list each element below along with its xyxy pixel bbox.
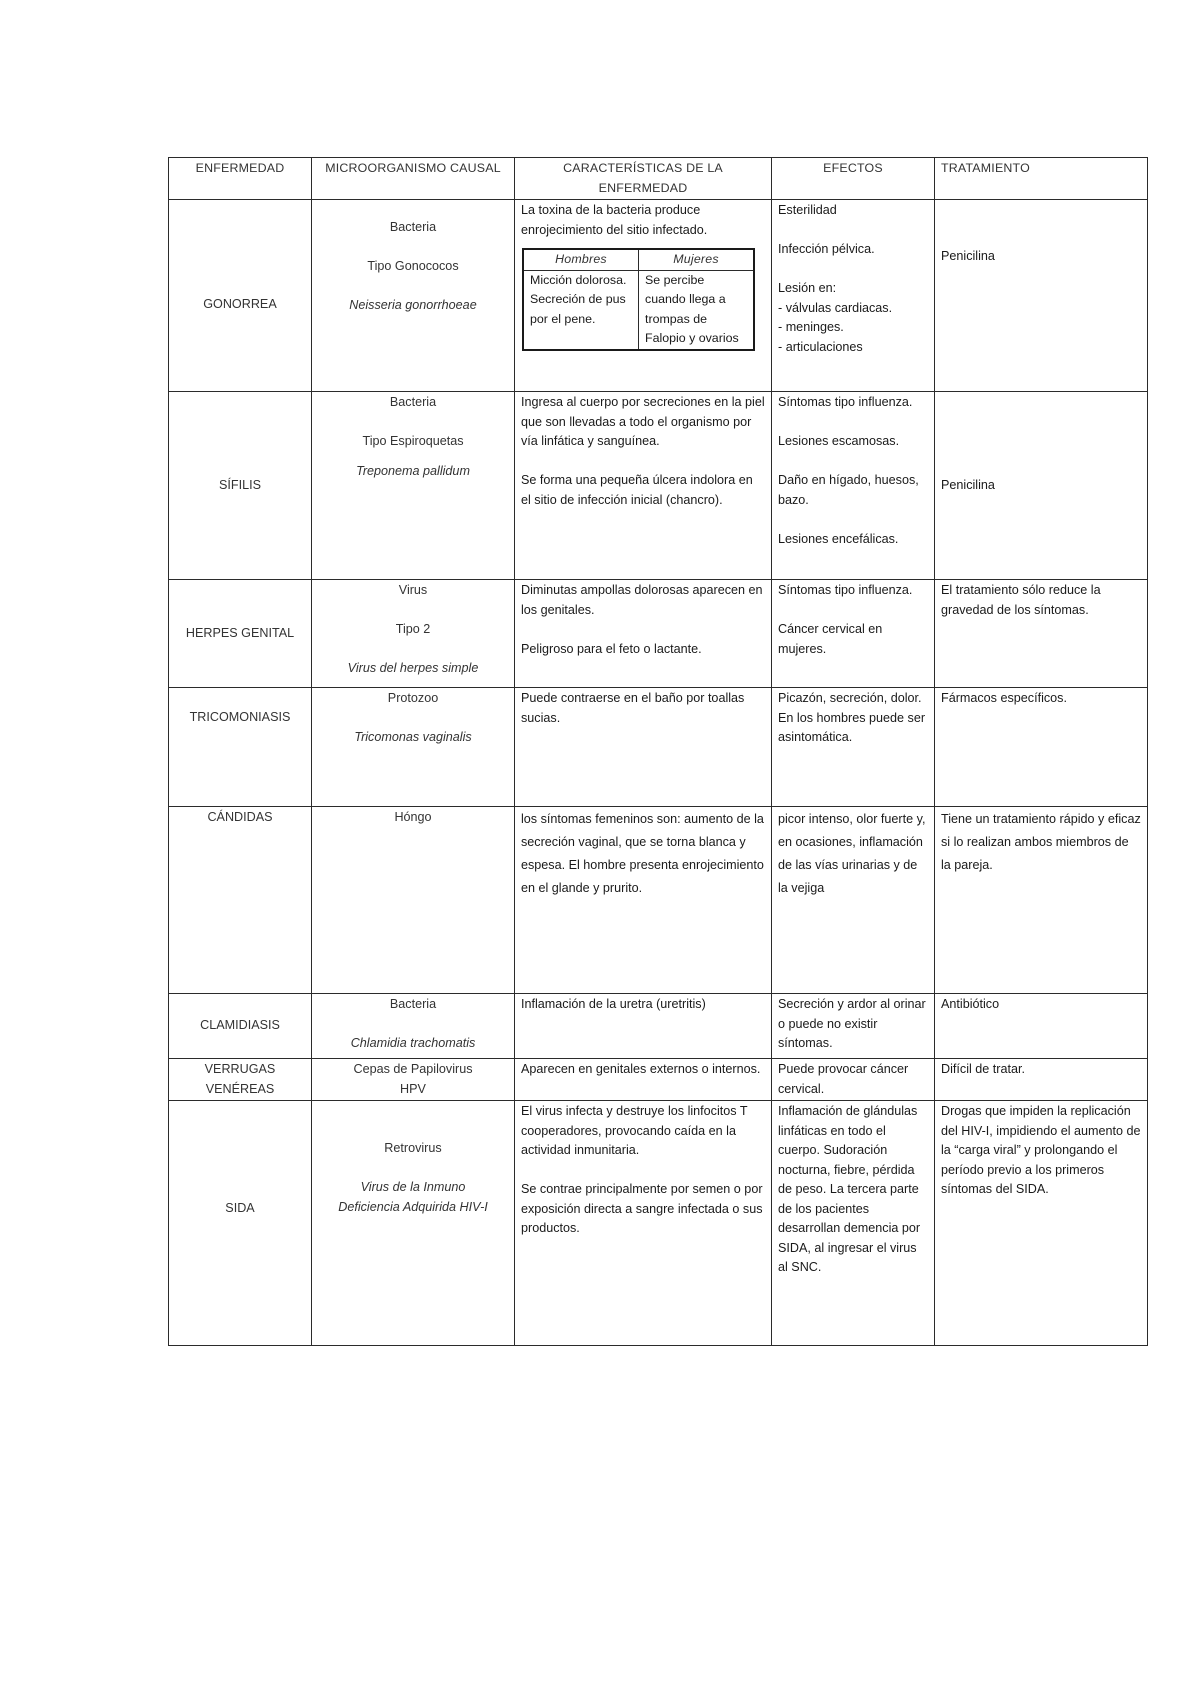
characteristics-cell xyxy=(515,580,772,688)
table-row xyxy=(169,807,1148,994)
characteristics-cell xyxy=(515,1101,772,1346)
characteristics-text: Diminutas ampollas dolorosas aparecen en los genitales. xyxy=(521,583,763,617)
micro-type: Retrovirus xyxy=(384,1141,442,1155)
microorganism-cell xyxy=(312,200,515,392)
effects-cell: Puede provocar cáncer cervical. xyxy=(772,1059,935,1101)
sex-comparison-table xyxy=(522,248,755,351)
characteristics-cell: Inflamación de la uretra (uretritis) xyxy=(515,994,772,1059)
header-treatment: TRATAMIENTO xyxy=(935,158,1148,200)
effect-line: Lesiones encefálicas. xyxy=(778,531,899,546)
subheader-men: Hombres xyxy=(523,249,639,270)
micro-subtype: Tipo Gonococos xyxy=(367,259,459,273)
microorganism-cell xyxy=(312,1101,515,1346)
men-symptoms: Micción dolorosa. Secreción de pus por el pene. xyxy=(523,270,639,350)
treatment-cell: Penicilina xyxy=(935,392,1148,580)
effect-line: - articulaciones xyxy=(778,339,863,354)
effects-cell xyxy=(772,200,935,392)
characteristics-cell xyxy=(515,200,772,392)
effect-line: En los hombres puede ser asintomática. xyxy=(778,710,926,744)
effect-line: Cáncer cervical en mujeres. xyxy=(778,622,883,656)
table-row xyxy=(169,1059,1148,1101)
effect-line: Síntomas tipo influenza. xyxy=(778,395,913,409)
characteristics-text: La toxina de la bacteria produce enrojecimiento del sitio infectado. xyxy=(521,203,708,237)
header-effects: EFECTOS xyxy=(772,158,935,200)
characteristics-text: Se contrae principalmente por semen o por exposición directa a sangre infectada o sus productos. xyxy=(521,1182,763,1235)
table-row xyxy=(169,580,1148,688)
microorganism-cell xyxy=(312,392,515,580)
treatment-cell: Drogas que impiden la replicación del HIV-I, impidiendo el aumento de la “carga viral” y prolongando el período previo a los primeros síntomas del SIDA. xyxy=(935,1101,1148,1346)
treatment-cell: Penicilina xyxy=(935,200,1148,392)
women-symptoms: Se percibe cuando llega a trompas de Falopio y ovarios xyxy=(639,270,755,350)
micro-type: Protozoo xyxy=(387,691,439,705)
micro-type: Bacteria xyxy=(389,395,437,409)
micro-subtype: Tipo 2 xyxy=(395,622,431,636)
characteristics-text: Ingresa al cuerpo por secreciones en la piel que son llevadas a todo el organismo por vía linfática y sanguínea. xyxy=(521,395,765,448)
characteristics-text: El virus infecta y destruye los linfocitos T cooperadores, provocando caída en la actividad inmunitaria. xyxy=(521,1104,748,1157)
microorganism-cell xyxy=(312,580,515,688)
micro-species: Tricomonas vaginalis xyxy=(354,730,472,744)
disease-cell: VERRUGAS VENÉREAS xyxy=(169,1059,312,1101)
disease-cell: TRICOMONIASIS xyxy=(169,688,312,807)
micro-subtype: Tipo Espiroquetas xyxy=(362,434,464,448)
header-microorganism: MICROORGANISMO CAUSAL xyxy=(312,158,515,200)
characteristics-text: Se forma una pequeña úlcera indolora en el sitio de infección inicial (chancro). xyxy=(521,473,753,507)
effect-line: Lesiones escamosas. xyxy=(778,434,900,448)
micro-type: Virus xyxy=(398,583,428,597)
effect-line: - válvulas cardiacas. xyxy=(778,300,893,315)
disease-cell: SIDA xyxy=(169,1101,312,1346)
disease-cell: GONORREA xyxy=(169,200,312,392)
header-characteristics: CARACTERÍSTICAS DE LA ENFERMEDAD xyxy=(515,158,772,200)
micro-species: Treponema pallidum xyxy=(356,463,470,478)
characteristics-cell xyxy=(515,392,772,580)
microorganism-cell xyxy=(312,688,515,807)
effects-cell: picor intenso, olor fuerte y, en ocasiones, inflamación de las vías urinarias y de la vejiga xyxy=(772,807,935,994)
effect-line: Infección pélvica. xyxy=(778,242,875,256)
treatment-cell: Fármacos específicos. xyxy=(935,688,1148,807)
disease-cell: CLAMIDIASIS xyxy=(169,994,312,1059)
std-table xyxy=(168,157,1148,1346)
effects-cell xyxy=(772,688,935,807)
effect-line: Lesión en: xyxy=(778,281,837,295)
effect-line: Daño en hígado, huesos, bazo. xyxy=(778,473,919,507)
micro-subtype: HPV xyxy=(400,1081,426,1096)
effect-line: Picazón, secreción, dolor. xyxy=(778,691,922,705)
micro-species: Chlamidia trachomatis xyxy=(350,1036,476,1050)
table-row xyxy=(169,994,1148,1059)
characteristics-cell: los síntomas femeninos son: aumento de la secreción vaginal, que se torna blanca y espesa. El hombre presenta enrojecimiento en el glande y prurito. xyxy=(515,807,772,994)
characteristics-cell: Aparecen en genitales externos o internos. xyxy=(515,1059,772,1101)
microorganism-cell: Hóngo xyxy=(312,807,515,994)
disease-cell: CÁNDIDAS xyxy=(169,807,312,994)
header-disease: ENFERMEDAD xyxy=(169,158,312,200)
subheader-women: Mujeres xyxy=(639,249,755,270)
characteristics-cell: Puede contraerse en el baño por toallas sucias. xyxy=(515,688,772,807)
treatment-cell: El tratamiento sólo reduce la gravedad de los síntomas. xyxy=(935,580,1148,688)
table-row xyxy=(169,200,1148,392)
micro-species: Virus de la Inmuno Deficiencia Adquirida HIV-I xyxy=(338,1180,488,1214)
microorganism-cell xyxy=(312,1059,515,1101)
micro-species: Virus del herpes simple xyxy=(347,661,479,675)
effect-line: Síntomas tipo influenza. xyxy=(778,583,913,597)
microorganism-cell xyxy=(312,994,515,1059)
micro-type: Bacteria xyxy=(389,997,437,1011)
effects-cell xyxy=(772,392,935,580)
disease-cell: SÍFILIS xyxy=(169,392,312,580)
micro-species: Neisseria gonorrhoeae xyxy=(349,298,477,312)
effects-cell xyxy=(772,580,935,688)
table-row xyxy=(169,392,1148,580)
micro-type: Bacteria xyxy=(389,220,437,234)
characteristics-text: Peligroso para el feto o lactante. xyxy=(521,641,702,656)
effects-cell: Secreción y ardor al orinar o puede no existir síntomas. xyxy=(772,994,935,1059)
micro-type: Cepas de Papilovirus xyxy=(353,1062,473,1076)
treatment-cell: Difícil de tratar. xyxy=(935,1059,1148,1101)
table-row xyxy=(169,1101,1148,1346)
header-row xyxy=(169,158,1148,200)
effect-line: - meninges. xyxy=(778,320,844,334)
treatment-cell: Antibiótico xyxy=(935,994,1148,1059)
disease-cell: HERPES GENITAL xyxy=(169,580,312,688)
treatment-cell: Tiene un tratamiento rápido y eficaz si lo realizan ambos miembros de la pareja. xyxy=(935,807,1148,994)
effects-cell: Inflamación de glándulas linfáticas en todo el cuerpo. Sudoración nocturna, fiebre, pérdida de peso. La tercera parte de los pacientes desarrollan demencia por SIDA, al ingresar el virus al SNC. xyxy=(772,1101,935,1346)
effect-line: Esterilidad xyxy=(778,203,837,217)
document-page-table-area xyxy=(168,157,1141,1347)
table-row xyxy=(169,688,1148,807)
